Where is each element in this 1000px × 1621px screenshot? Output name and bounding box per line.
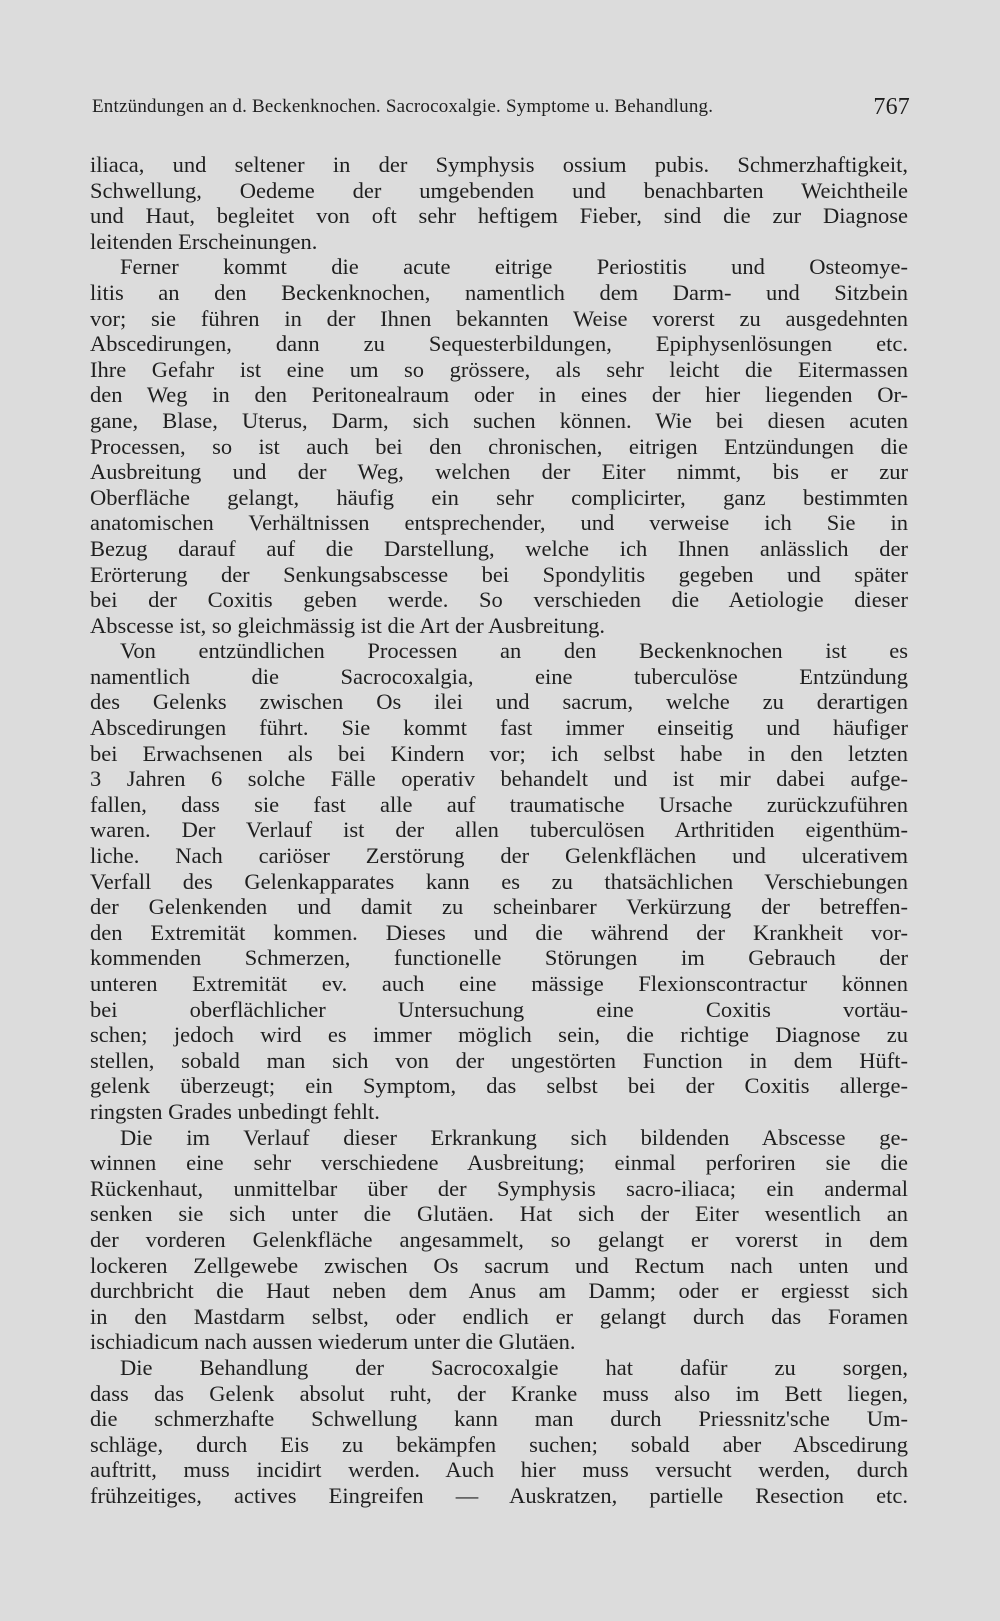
text-line: der vorderen Gelenkfläche angesammelt, so gelangt er vorerst in dem [90,1226,908,1252]
text-line: Von entzündlichen Processen an den Beckenknochen ist es [120,638,908,664]
text-line: winnen eine sehr verschiedene Ausbreitung; einmal perforiren sie die [90,1150,908,1176]
text-line: ischiadicum nach aussen wiederum unter die Glutäen. [90,1329,576,1355]
text-line: Ferner kommt die acute eitrige Periostitis und Osteomye- [120,254,908,280]
text-line: Verfall des Gelenkapparates kann es zu thatsächlichen Verschiebungen [90,868,908,894]
text-line: frühzeitiges, actives Eingreifen — Auskratzen, partielle Resection etc. [90,1482,908,1508]
text-line: Abscedirungen, dann zu Sequesterbildungen, Epiphysenlösungen etc. [90,331,908,357]
text-line: namentlich die Sacrocoxalgia, eine tuberculöse Entzündung [90,663,908,689]
text-line: Rückenhaut, unmittelbar über der Symphysis sacro-iliaca; ein andermal [90,1175,908,1201]
text-line: Schwellung, Oedeme der umgebenden und benachbarten Weichtheile [90,177,908,203]
text-line: den Weg in den Peritonealraum oder in eines der hier liegenden Or- [90,382,908,408]
text-line: 3 Jahren 6 solche Fälle operativ behandelt und ist mir dabei aufge- [90,766,908,792]
text-line: Ausbreitung und der Weg, welchen der Eiter nimmt, bis er zur [90,459,908,485]
text-line: Processen, so ist auch bei den chronischen, eitrigen Entzündungen die [90,433,908,459]
text-line: waren. Der Verlauf ist der allen tuberculösen Arthritiden eigenthüm- [90,817,908,843]
text-line: liche. Nach cariöser Zerstörung der Gelenkflächen und ulcerativem [90,843,908,869]
text-line: Die Behandlung der Sacrocoxalgie hat dafür zu sorgen, [120,1354,908,1380]
text-line: iliaca, und seltener in der Symphysis ossium pubis. Schmerzhaftigkeit, [90,152,908,177]
body-text [90,152,908,1508]
text-line: gane, Blase, Uterus, Darm, sich suchen können. Wie bei diesen acuten [90,407,908,433]
running-head-title: Entzündungen an d. Beckenknochen. Sacrocoxalgie. Symptome u. Behandlung. [92,96,714,117]
text-line: fallen, dass sie fast alle auf traumatische Ursache zurückzuführen [90,791,908,817]
text-line: bei oberflächlicher Untersuchung eine Coxitis vortäu- [90,996,908,1022]
text-line: auftritt, muss incidirt werden. Auch hier muss versucht werden, durch [90,1457,908,1483]
text-line: die schmerzhafte Schwellung kann man durch Priessnitz'sche Um- [90,1406,908,1432]
text-line: anatomischen Verhältnissen entsprechender, und verweise ich Sie in [90,510,908,536]
text-line: schläge, durch Eis zu bekämpfen suchen; sobald aber Abscedirung [90,1431,908,1457]
text-line: den Extremität kommen. Dieses und die während der Krankheit vor- [90,919,908,945]
text-line: litis an den Beckenknochen, namentlich dem Darm- und Sitzbein [90,279,908,305]
text-line: Bezug darauf auf die Darstellung, welche ich Ihnen anlässlich der [90,535,908,561]
text-line: gelenk überzeugt; ein Symptom, das selbst bei der Coxitis allerge- [90,1073,908,1099]
text-line: Abscesse ist, so gleichmässig ist die Art der Ausbreitung. [90,612,605,638]
text-line: und Haut, begleitet von oft sehr heftigem Fieber, sind die zur Diagnose [90,203,908,229]
text-line: in den Mastdarm selbst, oder endlich er gelangt durch das Foramen [90,1303,908,1329]
text-line: Abscedirungen führt. Sie kommt fast immer einseitig und häufiger [90,715,908,741]
text-line: schen; jedoch wird es immer möglich sein, die richtige Diagnose zu [90,1022,908,1048]
text-line: der Gelenkenden und damit zu scheinbarer Verkürzung der betreffen- [90,894,908,920]
text-line: lockeren Zellgewebe zwischen Os sacrum und Rectum nach unten und [90,1252,908,1278]
text-line: stellen, sobald man sich von der ungestörten Function in dem Hüft- [90,1047,908,1073]
text-line: Erörterung der Senkungsabscesse bei Spondylitis gegeben und später [90,561,908,587]
running-head [92,88,910,128]
text-line: vor; sie führen in der Ihnen bekannten Weise vorerst zu ausgedehnten [90,305,908,331]
text-line: kommenden Schmerzen, functionelle Störungen im Gebrauch der [90,945,908,971]
text-line: leitenden Erscheinungen. [90,228,318,254]
text-line: des Gelenks zwischen Os ilei und sacrum, welche zu derartigen [90,689,908,715]
text-line: bei Erwachsenen als bei Kindern vor; ich selbst habe in den letzten [90,740,908,766]
text-line: bei der Coxitis geben werde. So verschieden die Aetiologie dieser [90,587,908,613]
text-line: senken sie sich unter die Glutäen. Hat sich der Eiter wesentlich an [90,1201,908,1227]
text-line: Oberfläche gelangt, häufig ein sehr complicirter, ganz bestimmten [90,484,908,510]
text-line: unteren Extremität ev. auch eine mässige Flexionscontractur können [90,971,908,996]
text-line: dass das Gelenk absolut ruht, der Kranke muss also im Bett liegen, [90,1380,908,1406]
text-line: Die im Verlauf dieser Erkrankung sich bildenden Abscesse ge- [120,1124,908,1150]
text-line: Ihre Gefahr ist eine um so grössere, als sehr leicht die Eitermassen [90,356,908,382]
page-number: 767 [873,94,910,120]
text-line: ringsten Grades unbedingt fehlt. [90,1098,380,1124]
text-line: durchbricht die Haut neben dem Anus am Damm; oder er ergiesst sich [90,1278,908,1304]
